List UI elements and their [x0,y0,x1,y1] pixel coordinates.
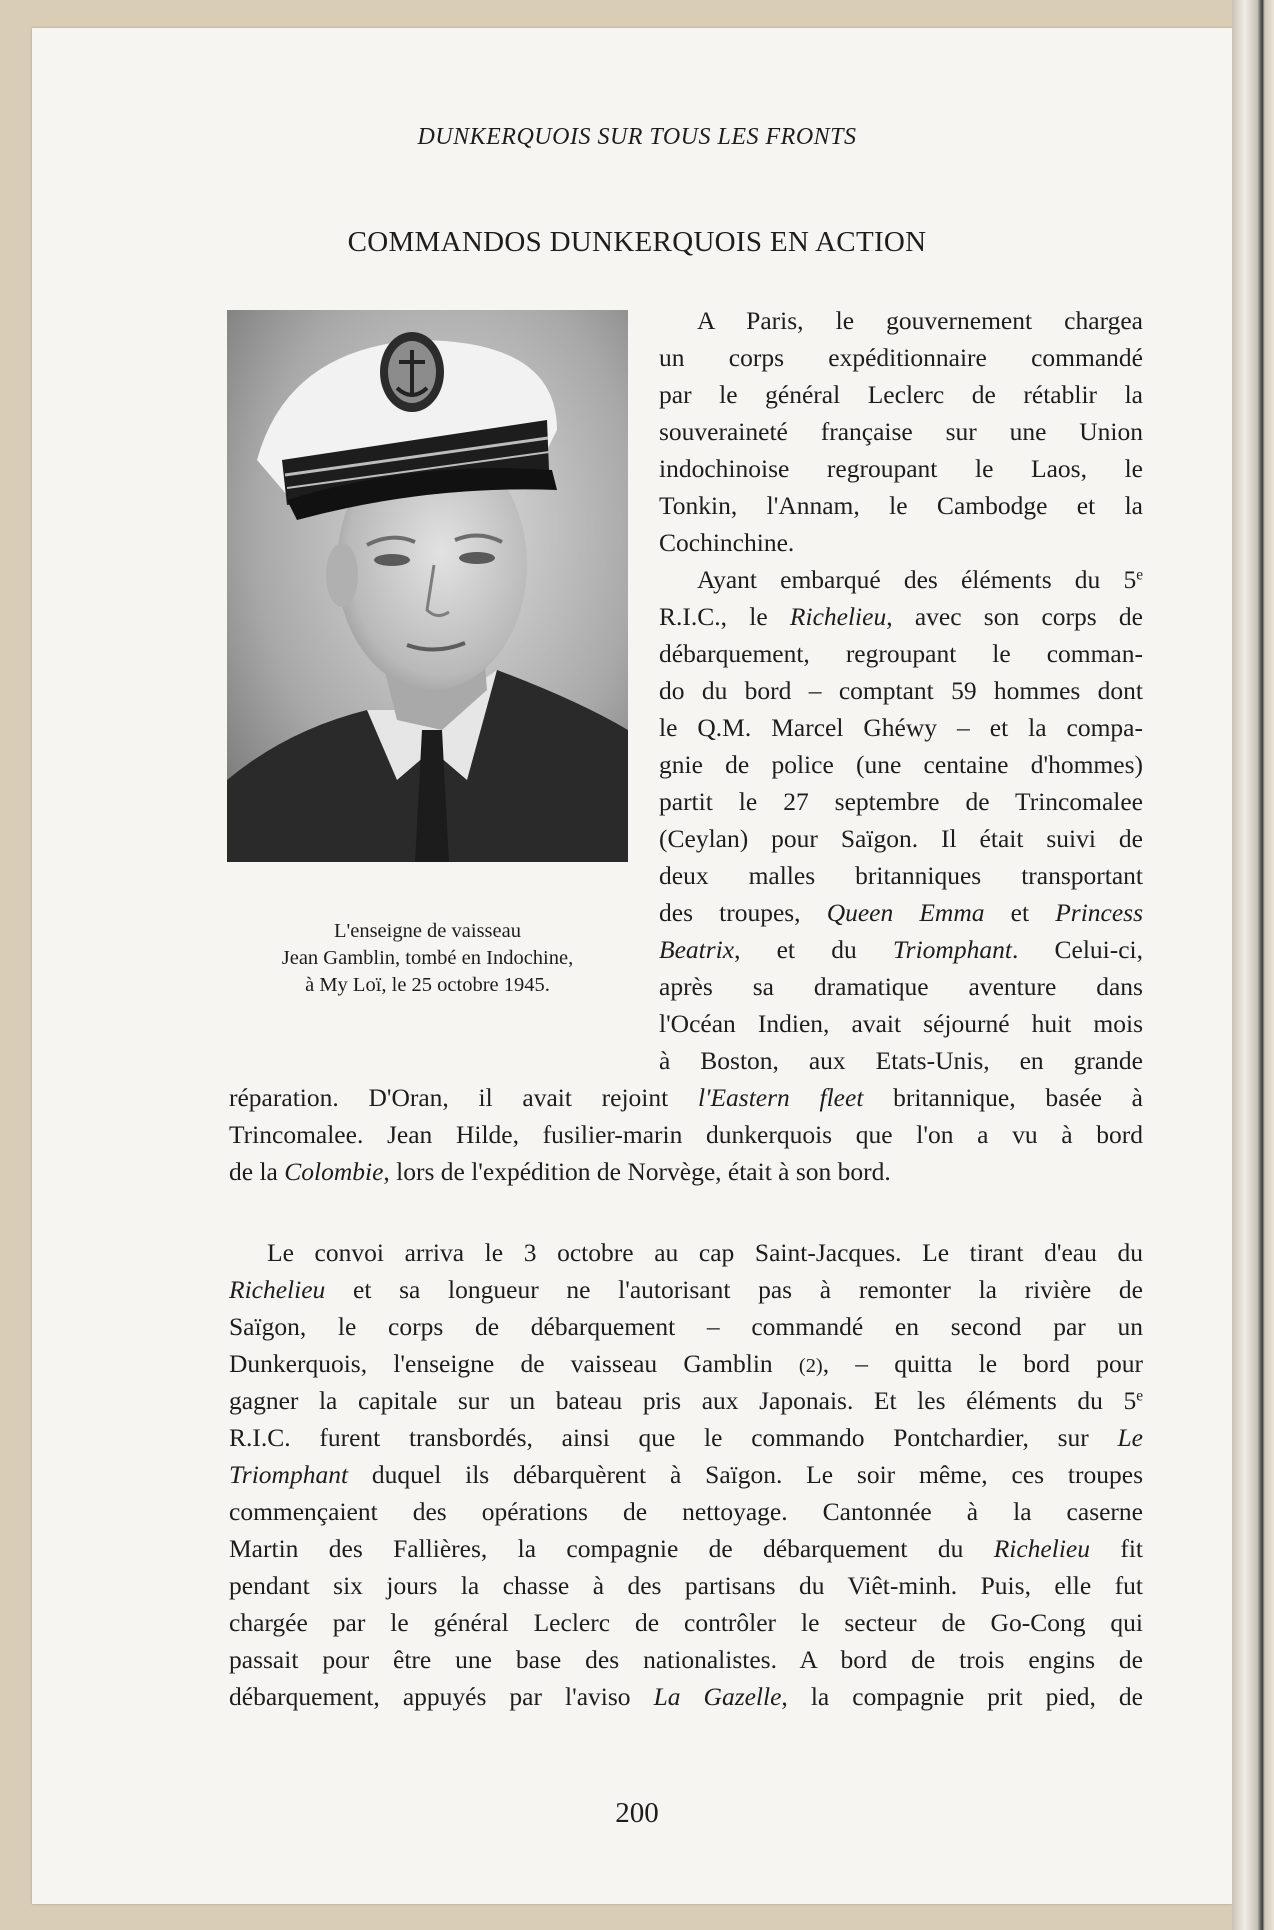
text-line: l'Océan Indien, avait séjourné huit mois [659,1009,1143,1038]
text-line: A Paris, le gouvernement chargea [697,306,1143,335]
ship-name: Princess [1055,898,1144,927]
photo-caption [227,918,628,999]
footnote-ref: (2) [798,1355,823,1377]
text-line [229,1456,1143,1493]
text-line [229,1153,1143,1190]
ship-name: La Gazelle [653,1682,782,1711]
page-number: 200 [615,1797,659,1829]
text-run: , et du [734,935,893,964]
ship-name: Colombie [284,1157,384,1186]
text-run: R.I.C., le [659,602,790,631]
text-run: , – quitta le bord pour [822,1349,1143,1378]
text-run: et sa longueur ne l'autorisant pas à remonter la rivière de [325,1275,1143,1304]
caption-line: Jean Gamblin, tombé en Indochine, [281,947,574,969]
text-run: R.I.C. furent transbordés, ainsi que le commando Pontchardier, sur [229,1423,1118,1452]
page-edge [1232,0,1274,1930]
text-line [229,1530,1143,1567]
text-line [659,931,1143,968]
full-width-text-2 [229,1234,1143,1715]
text-line: débarquement, regroupant le comman- [659,639,1143,668]
portrait-photo [227,310,628,862]
text-run: et [984,898,1056,927]
portrait-illustration [227,310,628,862]
text-run: débarquement, appuyés par l'aviso [229,1682,654,1711]
caption-line: à My Loï, le 25 octobre 1945. [305,974,550,996]
text-run: Ayant embarqué des éléments du 5 [697,565,1137,594]
text-run: Dunkerquois, l'enseigne de vaisseau Gamblin [229,1349,799,1378]
text-line: souveraineté française sur une Union [659,417,1143,446]
text-line: un corps expéditionnaire commandé [659,343,1143,372]
text-line: Saïgon, le corps de débarquement – commandé en second par un [229,1312,1143,1341]
ship-name: Richelieu [229,1275,326,1304]
text-line: partit le 27 septembre de Trincomalee [659,787,1143,816]
ship-name: Triomphant [229,1460,349,1489]
text-line [229,1678,1143,1715]
text-line: (Ceylan) pour Saïgon. Il était suivi de [659,824,1143,853]
text-run: . Celui-ci, [1011,935,1144,964]
text-line: passait pour être une base des nationalistes. A bord de trois engins de [229,1645,1143,1674]
text-line [229,1079,1143,1116]
running-head: DUNKERQUOIS SUR TOUS LES FRONTS [417,124,857,150]
text-line [659,598,1143,635]
text-line [229,1345,1143,1382]
text-line: à Boston, aux Etats-Unis, en grande [659,1046,1143,1075]
text-line [229,1419,1143,1456]
fleet-name: l'Eastern fleet [697,1083,864,1112]
text-line: Trincomalee. Jean Hilde, fusilier-marin dunkerquois que l'on a vu à bord [229,1120,1143,1149]
superscript: e [1136,566,1143,584]
ship-name: Beatrix [659,935,735,964]
text-line: indochinoise regroupant le Laos, le [659,454,1143,483]
text-line: le Q.M. Marcel Ghéwy – et la compa- [659,713,1143,742]
text-run: , lors de l'expédition de Norvège, était à son bord. [383,1157,891,1186]
right-column-text [659,302,1143,1079]
ship-name: Triomphant [892,935,1012,964]
text-run: Martin des Fallières, la compagnie de débarquement du [229,1534,994,1563]
chapter-title: COMMANDOS DUNKERQUOIS EN ACTION [347,226,927,258]
ship-name: Queen Emma [826,898,985,927]
text-run: des troupes, [659,898,827,927]
full-width-text-1 [229,1079,1143,1190]
text-run: , la compagnie prit pied, de [781,1682,1143,1711]
text-line: Le convoi arriva le 3 octobre au cap Saint-Jacques. Le tirant d'eau du [267,1238,1143,1267]
text-line [229,1382,1143,1419]
text-line: do du bord – comptant 59 hommes dont [659,676,1143,705]
text-line: deux malles britanniques transportant [659,861,1143,890]
text-run: gagner la capitale sur un bateau pris aux Japonais. Et les éléments du 5 [229,1386,1137,1415]
text-line [229,1271,1143,1308]
text-line: après sa dramatique aventure dans [659,972,1143,1001]
text-line: gnie de police (une centaine d'hommes) [659,750,1143,779]
ship-name: Richelieu [993,1534,1090,1563]
ship-name: Richelieu [789,602,887,631]
text-line: par le général Leclerc de rétablir la [659,380,1143,409]
text-line: commençaient des opérations de nettoyage. Cantonnée à la caserne [229,1497,1143,1526]
text-line [659,561,1143,598]
text-line [659,894,1143,931]
caption-line: L'enseigne de vaisseau [334,920,521,942]
text-run: , avec son corps de [886,602,1143,631]
text-line: chargée par le général Leclerc de contrôler le secteur de Go-Cong qui [229,1608,1143,1637]
text-line: Tonkin, l'Annam, le Cambodge et la [659,491,1143,520]
text-run: fit [1089,1534,1143,1563]
text-run: réparation. D'Oran, il avait rejoint [229,1083,698,1112]
text-run: britannique, basée à [863,1083,1143,1112]
text-line: pendant six jours la chasse à des partisans du Viêt-minh. Puis, elle fut [229,1571,1143,1600]
text-line: Cochinchine. [659,528,795,557]
superscript: e [1136,1387,1143,1405]
text-run: duquel ils débarquèrent à Saïgon. Le soir même, ces troupes [348,1460,1143,1489]
ship-name: Le [1117,1423,1143,1452]
text-run: de la [229,1157,285,1186]
